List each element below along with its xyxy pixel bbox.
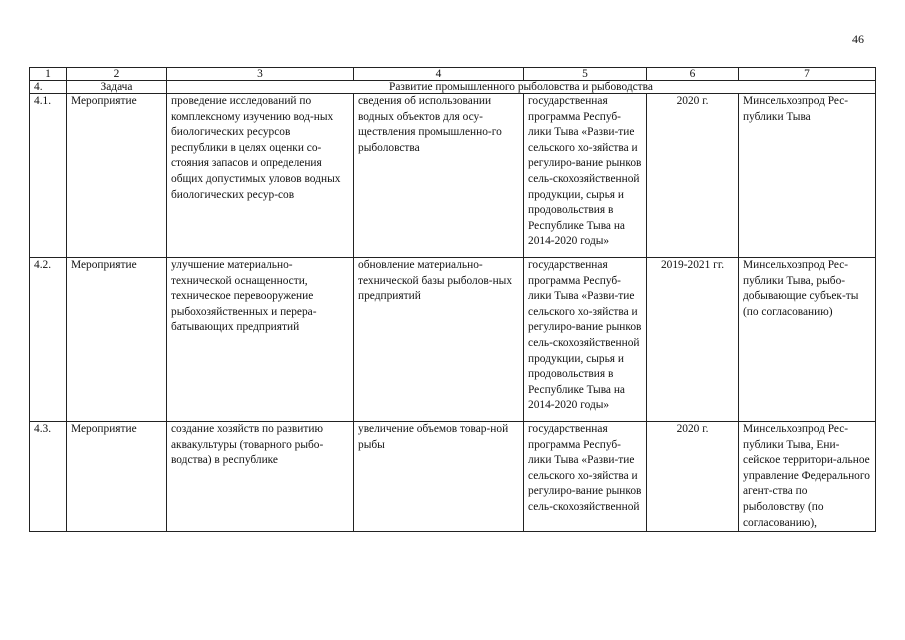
measures-table [29,67,876,532]
row-period: 2020 г. [647,422,739,532]
row-executor: Минсельхозпрод Рес-публики Тыва, рыбо-добывающие субъек-ты (по согласованию) [739,258,876,422]
row-period: 2019-2021 гг. [647,258,739,422]
row-period: 2020 г. [647,94,739,258]
table-row [30,422,876,532]
table-row [30,258,876,422]
column-number: 4 [354,68,524,81]
column-number: 3 [167,68,354,81]
section-task-label: Задача [67,81,167,94]
row-executor: Минсельхозпрод Рес-публики Тыва [739,94,876,258]
row-number: 4.1. [30,94,67,258]
row-number: 4.3. [30,422,67,532]
row-action: улучшение материально-технической оснащенности, техническое перевооружение рыбохозяйственных и перера-батывающих предприятий [167,258,354,422]
row-type: Мероприятие [67,258,167,422]
row-program: государственная программа Респуб-лики Тыва «Разви-тие сельского хо-зяйства и регулиро-вание рынков сель-скохозяйственной продукции, сырья и продовольствия в Республике Тыва на 2014-2020 годы» [524,258,647,422]
section-row [30,81,876,94]
column-number: 2 [67,68,167,81]
page-number: 46 [852,32,864,46]
table-row [30,94,876,258]
column-number: 7 [739,68,876,81]
row-executor: Минсельхозпрод Рес-публики Тыва, Ени-сейское территори-альное управление Федерального агент-ства по рыболовству (по согласованию), [739,422,876,532]
column-number: 1 [30,68,67,81]
column-numbers-row [30,68,876,81]
row-result: сведения об использовании водных объектов для осу-ществления промышленно-го рыболовства [354,94,524,258]
row-program: государственная программа Респуб-лики Тыва «Разви-тие сельского хо-зяйства и регулиро-вание рынков сель-скохозяйственной [524,422,647,532]
row-program: государственная программа Респуб-лики Тыва «Разви-тие сельского хо-зяйства и регулиро-вание рынков сель-скохозяйственной продукции, сырья и продовольствия в Республике Тыва на 2014-2020 годы» [524,94,647,258]
row-result: увеличение объемов товар-ной рыбы [354,422,524,532]
column-number: 5 [524,68,647,81]
row-number: 4.2. [30,258,67,422]
column-number: 6 [647,68,739,81]
row-result: обновление материально-технической базы рыболов-ных предприятий [354,258,524,422]
row-type: Мероприятие [67,94,167,258]
row-type: Мероприятие [67,422,167,532]
row-action: проведение исследований по комплексному изучению вод-ных биологических ресурсов республики в целях оценки со-стояния запасов и определения общих допустимых уловов водных биологических ресур-сов [167,94,354,258]
row-action: создание хозяйств по развитию аквакультуры (товарного рыбо-водства) в республике [167,422,354,532]
section-number: 4. [30,81,67,94]
section-title: Развитие промышленного рыболовства и рыбоводства [167,81,876,94]
